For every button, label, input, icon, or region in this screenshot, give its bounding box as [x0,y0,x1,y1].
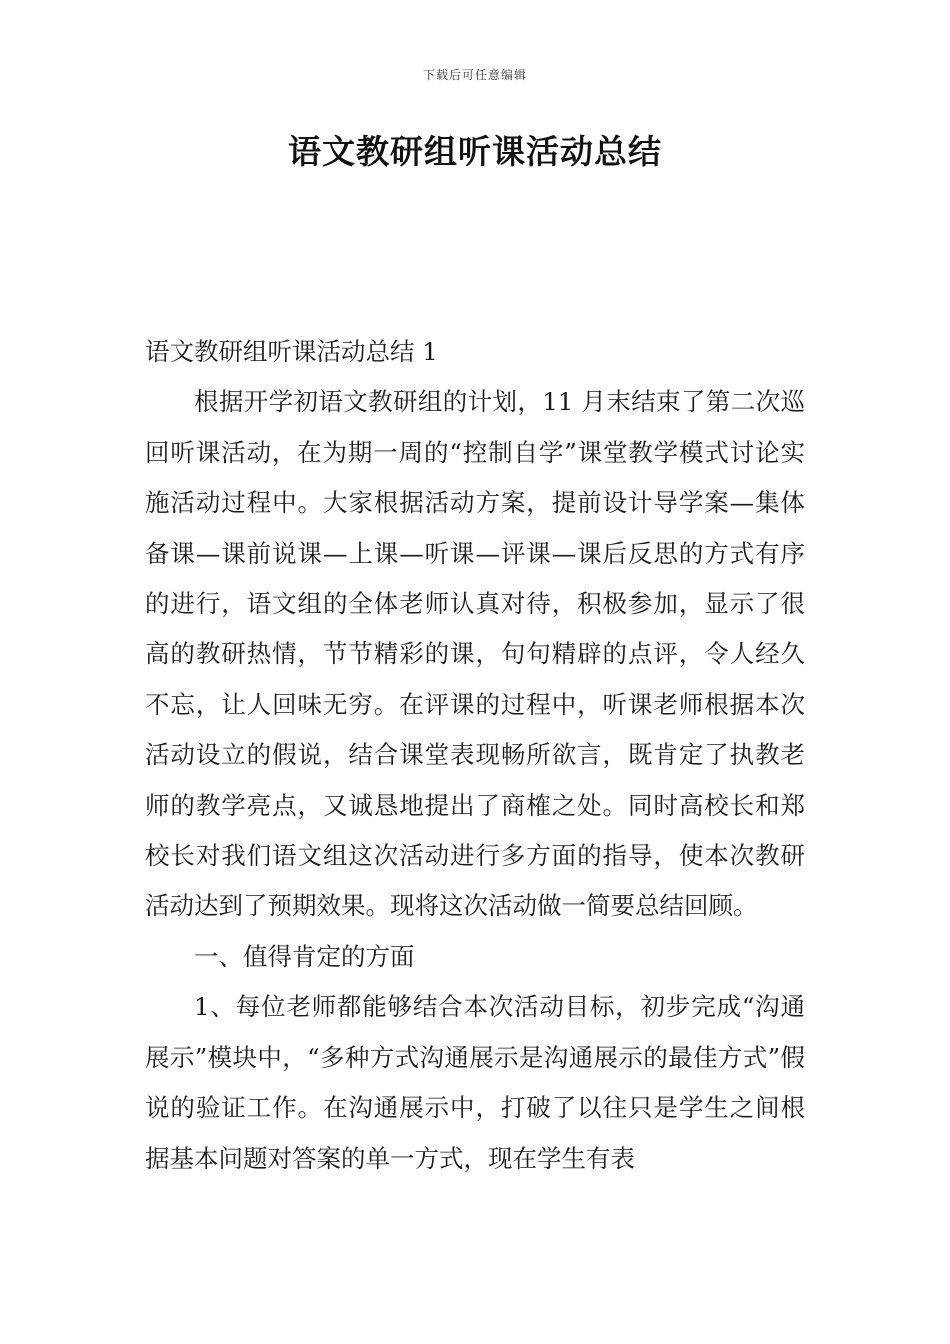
subheading-positive-aspects: 一、值得肯定的方面 [194,941,415,971]
paragraph-intro: 根据开学初语文教研组的计划，11 月末结束了第二次巡回听课活动，在为期一周的“控制自学”课堂教学模式讨论实施活动过程中。大家根据活动方案，提前设计导学案—集体备课—课前说课—上课—听课—评课—课后反思的方式有序的进行，语文组的全体老师认真对待，积极参加，显示了很高的教研热情，节节精彩的课，句句精辟的点评，令人经久不忘，让人回味无穷。在评课的过程中，听课老师根据本次活动设立的假说，结合课堂表现畅所欲言，既肯定了执教老师的教学亮点，又诚恳地提出了商榷之处。同时高校长和郑校长对我们语文组这次活动进行多方面的指导，使本次教研活动达到了预期效果。现将这次活动做一简要总结回顾。 [145,387,805,921]
document-title: 语文教研组听课活动总结 [288,132,662,171]
header-note: 下载后可任意编辑 [422,68,527,82]
document-body [145,327,805,1184]
section-heading: 语文教研组听课活动总结 1 [145,337,438,366]
paragraph-point-1: 1、每位老师都能够结合本次活动目标，初步完成“沟通展示”模块中，“多种方式沟通展示是沟通展示的最佳方式”假说的验证工作。在沟通展示中，打破了以往只是学生之间根据基本问题对答案的单一方式，现在学生有表 [145,992,805,1173]
